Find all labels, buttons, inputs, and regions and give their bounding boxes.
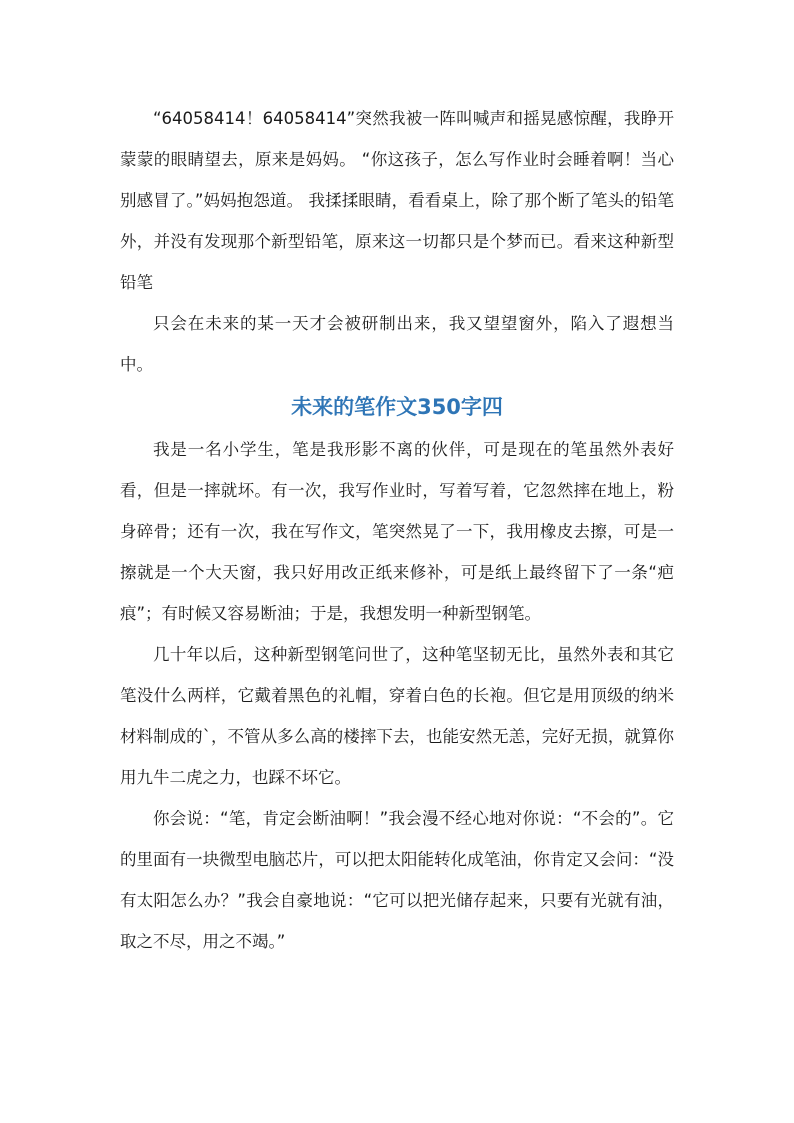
paragraph-1: “64058414！64058414”突然我被一阵叫喊声和摇晃感惊醒，我睁开蒙蒙的眼睛望去，原来是妈妈。 “你这孩子，怎么写作业时会睡着啊！当心别感冒了。”妈妈抱怨道。 我揉揉眼睛，看看桌上，除了那个断了笔头的铅笔外，并没有发现那个新型铅笔，原来这一切都只是个梦而已。看来这种新型铅笔 bbox=[120, 109, 674, 292]
paragraph-3: 我是一名小学生，笔是我形影不离的伙伴，可是现在的笔虽然外表好看，但是一摔就坏。有一次，我写作业时，写着写着，它忽然摔在地上，粉身碎骨；还有一次，我在写作文，笔突然晃了一下，我用橡皮去擦，可是一擦就是一个大天窗，我只好用改正纸来修补，可是纸上最终留下了一条“疤痕”；有时候又容易断油；于是，我想发明一种新型钢笔。 bbox=[120, 440, 674, 623]
paragraph-5: 你会说：“笔，肯定会断油啊！”我会漫不经心地对你说：“不会的”。它的里面有一块微型电脑芯片，可以把太阳能转化成笔油，你肯定又会问：“没有太阳怎么办？”我会自豪地说：“它可以把光储存起来，只要有光就有油，取之不尽，用之不竭。” bbox=[120, 809, 674, 951]
paragraph-2: 只会在未来的某一天才会被研制出来，我又望望窗外，陷入了遐想当中。 bbox=[120, 314, 674, 374]
document-page bbox=[120, 98, 674, 962]
section-heading: 未来的笔作文350字四 bbox=[291, 395, 503, 419]
paragraph-4: 几十年以后，这种新型钢笔问世了，这种笔坚韧无比，虽然外表和其它笔没什么两样，它戴着黑色的礼帽，穿着白色的长袍。但它是用顶级的纳米材料制成的`，不管从多么高的楼摔下去，也能安然无恙，完好无损，就算你用九牛二虎之力，也踩不坏它。 bbox=[120, 645, 674, 787]
